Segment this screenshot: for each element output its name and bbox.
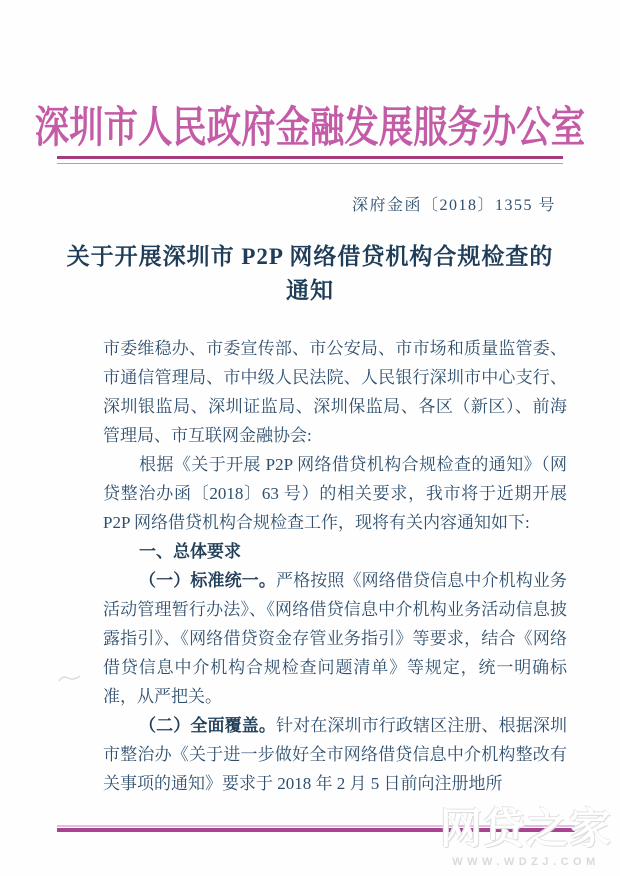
intro-paragraph: 根据《关于开展 P2P 网络借贷机构合规检查的通知》（网贷整治办函〔2018〕63 号）的相关要求，我市将于近期开展 P2P 网络借贷机构合规检查工作，现将有关内容通知如下: xyxy=(103,455,567,532)
letterhead-divider-thin-line xyxy=(57,163,563,164)
scan-pencil-artifact xyxy=(57,672,85,686)
watermark-logo-text: 网贷之家 xyxy=(439,807,612,853)
watermark-url: WWW.WDZJ.COM xyxy=(452,856,600,868)
letterhead xyxy=(0,94,620,155)
document-number: 深府金函〔2018〕1355 号 xyxy=(351,197,556,214)
item-1-lead: （一）标准统一。 xyxy=(139,571,276,590)
letterhead-divider xyxy=(57,156,563,164)
item-1-paragraph xyxy=(103,566,567,711)
document-body xyxy=(103,334,567,798)
item-2-text: 针对在深圳市行政辖区注册、根据深圳市整治办《关于进一步做好全市网络借贷信息中介机构整改有关事项的通知》要求于 2018 年 2 月 5 日前向注册地所 xyxy=(103,716,567,793)
document-title: 关于开展深圳市 P2P 网络借贷机构合规检查的通知 xyxy=(66,244,554,303)
letterhead-title: 深圳市人民政府金融发展服务办公室 xyxy=(34,105,586,152)
item-2-lead: （二）全面覆盖。 xyxy=(139,716,276,735)
section-heading-overall-requirements: 一、总体要求 xyxy=(139,542,241,561)
recipients-paragraph: 市委维稳办、市委宣传部、市公安局、市市场和质量监管委、市通信管理局、市中级人民法院、人民银行深圳市中心支行、深圳银监局、深圳证监局、深圳保监局、各区（新区）、前海管理局、市互联网金融协会: xyxy=(103,339,567,445)
item-2-paragraph xyxy=(103,711,567,798)
watermark xyxy=(435,806,617,868)
item-1-text: 严格按照《网络借贷信息中介机构业务活动管理暂行办法》、《网络借贷信息中介机构业务活动信息披露指引》、《网络借贷资金存管业务指引》等要求，结合《网络借贷信息中介机构合规检查问题清单》等规定，统一明确标准，从严把关。 xyxy=(103,571,567,706)
